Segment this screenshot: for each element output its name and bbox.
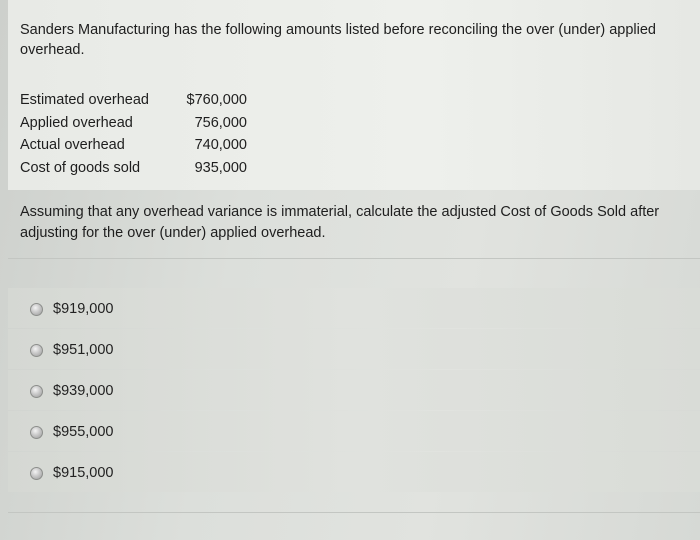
amount-row — [20, 134, 247, 157]
answer-option-d[interactable] — [30, 423, 113, 441]
radio-button-icon[interactable] — [30, 467, 43, 480]
radio-button-icon[interactable] — [30, 426, 43, 439]
amount-value: 935,000 — [194, 159, 247, 176]
amount-label: Actual overhead — [20, 137, 125, 154]
answer-label: $915,000 — [53, 465, 114, 481]
answer-label: $955,000 — [53, 424, 114, 440]
divider — [8, 258, 700, 259]
answer-label: $919,000 — [53, 301, 114, 317]
radio-button-icon[interactable] — [30, 385, 43, 398]
amount-label: Cost of goods sold — [20, 159, 141, 176]
answer-option-e[interactable] — [30, 464, 113, 482]
answer-option-b[interactable] — [30, 341, 113, 359]
amount-value: 740,000 — [194, 137, 247, 154]
answer-option-c[interactable] — [30, 382, 113, 400]
answer-option-a[interactable] — [30, 300, 113, 318]
answer-label: $951,000 — [53, 342, 114, 358]
amount-label: Applied overhead — [20, 114, 133, 131]
amount-label: Estimated overhead — [20, 92, 149, 109]
radio-button-icon[interactable] — [30, 303, 43, 316]
amount-value: 756,000 — [194, 114, 247, 131]
question-intro: Sanders Manufacturing has the following amounts listed before reconciling the over (under) applied overhead. — [20, 22, 656, 58]
amount-row — [20, 89, 247, 112]
amounts-table — [20, 89, 247, 179]
question-prompt: Assuming that any overhead variance is immaterial, calculate the adjusted Cost of Goods Sold after adjusting for the over (under) applied overhead. — [20, 204, 660, 241]
answer-label: $939,000 — [53, 383, 114, 399]
amount-row — [20, 112, 247, 135]
radio-button-icon[interactable] — [30, 344, 43, 357]
amount-row — [20, 157, 247, 180]
divider — [8, 512, 700, 513]
amount-value: $760,000 — [186, 92, 247, 109]
